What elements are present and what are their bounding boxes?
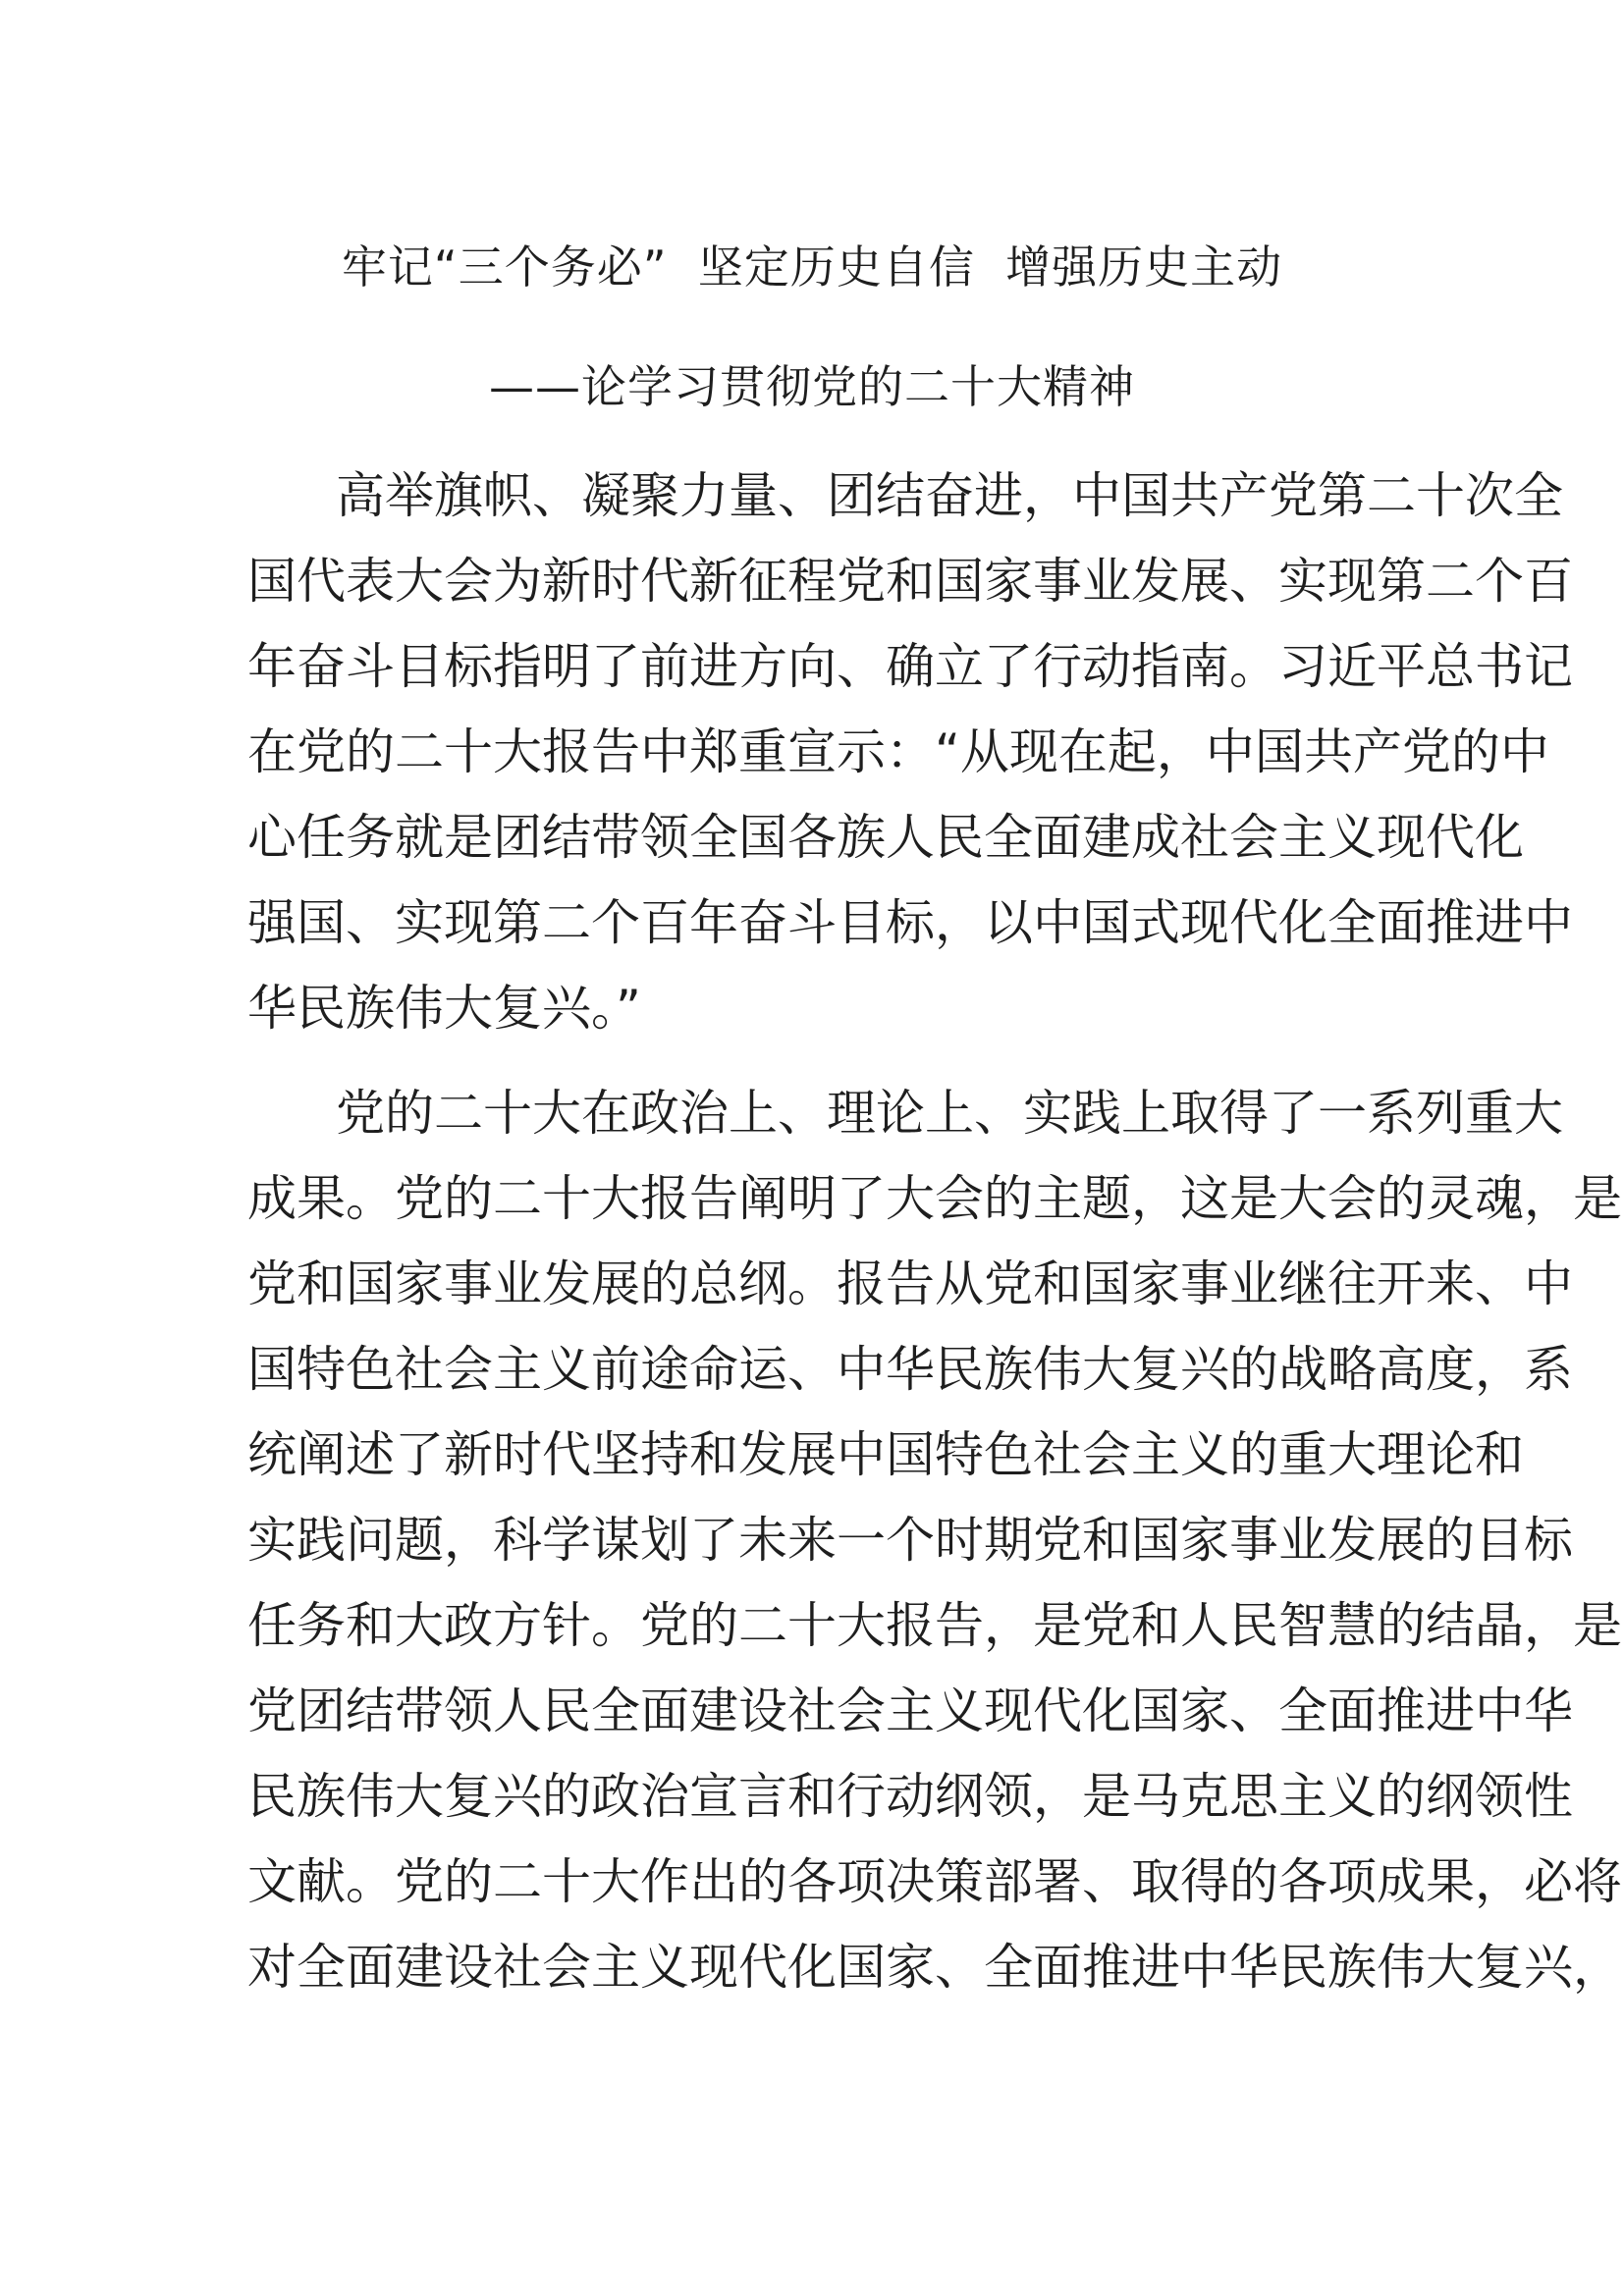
text-line: 国特色社会主义前途命运、中华民族伟大复兴的战略高度，系: [247, 1341, 1573, 1398]
text-line: 民族伟大复兴的政治宣言和行动纲领，是马克思主义的纲领性: [247, 1768, 1573, 1825]
text-line: 文献。党的二十大作出的各项决策部署、取得的各项成果，必将: [247, 1853, 1622, 1910]
document-subtitle: ——论学习贯彻党的二十大精神: [489, 360, 1135, 413]
text-line: 华民族伟大复兴。”: [247, 980, 641, 1037]
text-line: 统阐述了新时代坚持和发展中国特色社会主义的重大理论和: [247, 1426, 1524, 1483]
paragraph-1: [247, 454, 1573, 1051]
text-line: 国代表大会为新时代新征程党和国家事业发展、实现第二个百: [247, 553, 1573, 610]
text-line: 强国、实现第二个百年奋斗目标，以中国式现代化全面推进中: [247, 894, 1573, 951]
text-line: 心任务就是团结带领全国各族人民全面建成社会主义现代化: [247, 809, 1524, 866]
text-line: 对全面建设社会主义现代化国家、全面推进中华民族伟大复兴，: [247, 1939, 1622, 1996]
text-line: 在党的二十大报告中郑重宣示：“从现在起，中国共产党的中: [247, 723, 1549, 780]
text-line: 高举旗帜、凝聚力量、团结奋进，中国共产党第二十次全: [336, 467, 1563, 524]
text-line: 任务和大政方针。党的二十大报告，是党和人民智慧的结晶，是: [247, 1597, 1622, 1654]
text-line: 实践问题，科学谋划了未来一个时期党和国家事业发展的目标: [247, 1512, 1573, 1569]
text-line: 党和国家事业发展的总纲。报告从党和国家事业继往开来、中: [247, 1255, 1573, 1312]
document-title: 牢记“三个务必” 坚定历史自信 增强历史主动: [341, 240, 1283, 294]
text-line: 党的二十大在政治上、理论上、实践上取得了一系列重大: [336, 1085, 1563, 1142]
paragraph-2: [247, 1071, 1622, 2010]
text-line: 成果。党的二十大报告阐明了大会的主题，这是大会的灵魂，是: [247, 1170, 1622, 1227]
text-line: 年奋斗目标指明了前进方向、确立了行动指南。习近平总书记: [247, 638, 1573, 695]
text-line: 党团结带领人民全面建设社会主义现代化国家、全面推进中华: [247, 1682, 1573, 1739]
